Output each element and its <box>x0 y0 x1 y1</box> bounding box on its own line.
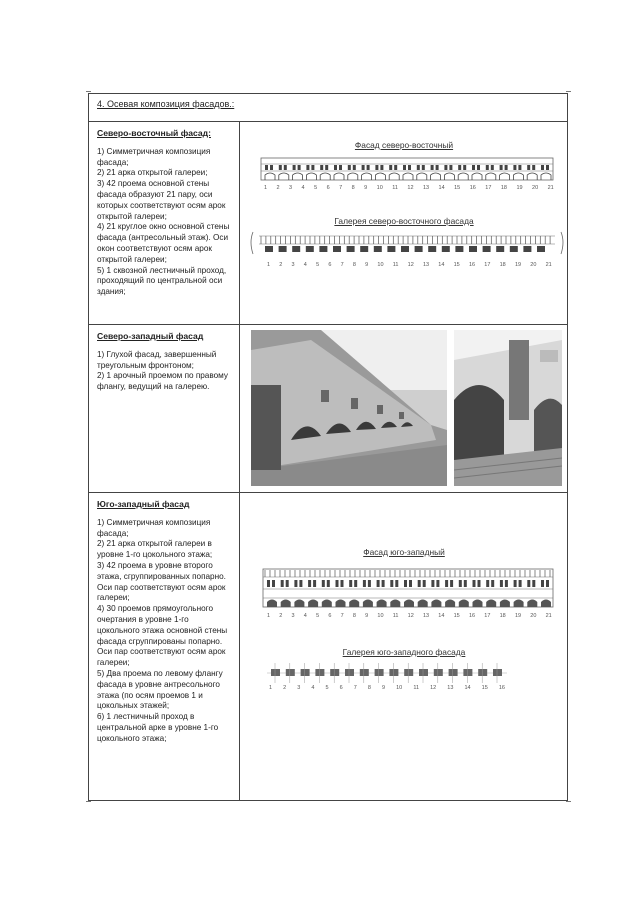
axis-numbers <box>267 613 552 619</box>
arch-mark <box>403 173 413 180</box>
axis-number: 5 <box>325 685 329 691</box>
arch-mark <box>449 669 458 676</box>
arch-mark <box>360 669 369 676</box>
window-mark <box>380 165 383 170</box>
window-mark <box>270 165 273 170</box>
axis-number: 15 <box>453 613 460 619</box>
arch-mark <box>444 173 454 180</box>
axis-number: 3 <box>289 185 293 191</box>
axis-numbers <box>267 262 552 268</box>
axis-number: 8 <box>352 262 356 268</box>
window-mark <box>354 580 357 587</box>
window-mark <box>491 580 494 587</box>
arch-mark <box>281 600 291 608</box>
southwest-description <box>97 499 232 745</box>
axis-number: 2 <box>276 185 280 191</box>
axis-number: 14 <box>438 185 445 191</box>
window-mark <box>445 580 448 587</box>
arch-mark <box>404 669 413 676</box>
axis-number: 13 <box>422 262 430 268</box>
arch-mark <box>306 246 314 252</box>
window-mark <box>417 165 420 170</box>
arch-mark <box>387 246 395 252</box>
axis-number: 3 <box>291 262 295 268</box>
window-mark <box>423 580 426 587</box>
axis-number: 10 <box>377 613 384 619</box>
arch-mark <box>349 600 359 608</box>
axis-number: 6 <box>328 613 332 619</box>
arch-mark <box>458 173 468 180</box>
arch-mark <box>541 600 551 608</box>
axis-number: 10 <box>377 262 384 268</box>
axis-number: 4 <box>303 613 307 619</box>
axis-number: 4 <box>301 185 305 191</box>
window-mark <box>519 580 522 587</box>
arch-mark <box>292 246 300 252</box>
axis-number: 2 <box>279 613 283 619</box>
axis-number: 7 <box>340 613 344 619</box>
window-mark <box>409 580 412 587</box>
window-mark <box>418 580 421 587</box>
arch-mark <box>333 246 341 252</box>
axis-number: 20 <box>532 185 539 191</box>
arch-mark <box>279 246 287 252</box>
arch-mark <box>513 173 523 180</box>
northwest-title: Северо-западный фасад <box>97 331 204 341</box>
arch-mark <box>500 600 510 608</box>
window-mark <box>527 165 530 170</box>
window-mark <box>486 165 489 170</box>
axis-number: 13 <box>422 613 430 619</box>
axis-number: 7 <box>340 262 344 268</box>
arch-mark <box>362 173 372 180</box>
axis-number: 14 <box>438 262 445 268</box>
arch-mark <box>419 669 428 676</box>
arch-mark <box>428 246 436 252</box>
arch-mark <box>431 600 441 608</box>
axis-number: 8 <box>367 685 371 691</box>
window-mark <box>444 165 447 170</box>
arch-mark <box>306 173 316 180</box>
arch-mark <box>463 669 472 676</box>
window-mark <box>436 165 439 170</box>
window-mark <box>294 580 297 587</box>
axis-number: 6 <box>339 685 343 691</box>
window-mark <box>458 165 461 170</box>
axis-number: 11 <box>392 185 398 191</box>
row-southwest <box>89 493 567 800</box>
list-item: 3) 42 проема в уровне второго этажа, сгруппированных попарно. Оси пар соответствуют осям арок галереи; <box>97 560 226 603</box>
window-mark <box>436 580 439 587</box>
axis-number: 19 <box>514 262 522 268</box>
arch-mark <box>279 173 289 180</box>
window-mark <box>450 580 453 587</box>
axis-number: 6 <box>328 262 332 268</box>
window-mark <box>363 580 366 587</box>
arch-mark <box>348 173 358 180</box>
axis-number: 7 <box>353 685 357 691</box>
arch-mark <box>363 600 373 608</box>
list-item: 3) 42 проема основной стены фасада образуют 21 пару, оси которых соответствуют осям арок открытой галереи; <box>97 179 226 221</box>
axis-number: 17 <box>485 185 492 191</box>
window-mark <box>320 165 323 170</box>
axis-number: 11 <box>392 262 399 268</box>
axis-number: 8 <box>352 613 356 619</box>
window-mark <box>353 165 356 170</box>
axis-number: 5 <box>316 262 320 268</box>
list-item: 5) Два проема по левому флангу фасада в уровне антресольного этажа (по осям проемов 1 и цокольных этажей; <box>97 668 223 711</box>
northeast-gallery-drawing <box>249 230 565 260</box>
window-mark <box>464 580 467 587</box>
northeast-facade-drawing <box>257 156 557 186</box>
northeast-title: Северо-восточный фасад: <box>97 128 211 138</box>
window-mark <box>339 165 342 170</box>
window-mark <box>449 165 452 170</box>
row-northwest <box>89 325 567 493</box>
arch-mark <box>320 173 330 180</box>
axis-number: 5 <box>316 613 320 619</box>
arch-mark <box>294 600 304 608</box>
arch-mark <box>415 246 423 252</box>
window-mark <box>298 165 301 170</box>
window-mark <box>491 165 494 170</box>
window-mark <box>394 165 397 170</box>
arch-mark <box>271 669 280 676</box>
arch-mark <box>301 669 310 676</box>
axis-number: 16 <box>468 262 476 268</box>
window-mark <box>293 165 296 170</box>
arch-mark <box>469 246 477 252</box>
arch-mark <box>345 669 354 676</box>
arch-mark <box>510 246 518 252</box>
axis-number: 16 <box>468 613 476 619</box>
arch-mark <box>431 173 441 180</box>
window-mark <box>463 165 466 170</box>
axis-number: 1 <box>267 613 271 619</box>
list-item: 6) 1 лестничный проход в центральной арке в уровне 1-го цокольного этажа; <box>97 712 219 743</box>
arch-mark <box>308 600 318 608</box>
window-mark <box>546 165 549 170</box>
arch-mark <box>472 173 482 180</box>
axis-number: 18 <box>500 185 507 191</box>
arch-mark <box>486 600 496 608</box>
window-mark <box>341 580 344 587</box>
arch-mark <box>493 669 502 676</box>
window-mark <box>334 165 337 170</box>
axis-number: 15 <box>453 262 460 268</box>
arch-mark <box>527 173 537 180</box>
row-northeast <box>89 122 567 325</box>
arch-mark <box>347 246 355 252</box>
window-mark <box>431 580 434 587</box>
window-mark <box>349 580 352 587</box>
window-mark <box>286 580 289 587</box>
window-mark <box>486 580 489 587</box>
corner-mark <box>566 91 571 92</box>
corner-mark <box>86 91 91 92</box>
window-mark <box>325 165 328 170</box>
axis-number: 19 <box>516 185 523 191</box>
arch-mark <box>417 173 427 180</box>
axis-number: 15 <box>454 185 461 191</box>
window-mark <box>395 580 398 587</box>
arch-mark <box>455 246 463 252</box>
window-mark <box>311 165 314 170</box>
window-mark <box>272 580 275 587</box>
section-title: 4. Осевая композиция фасадов.: <box>97 99 235 109</box>
window-mark <box>265 165 268 170</box>
arch-mark <box>537 246 545 252</box>
window-mark <box>477 165 480 170</box>
arch-mark <box>404 600 414 608</box>
northwest-photo-gallery <box>251 330 447 486</box>
axis-number: 12 <box>407 262 414 268</box>
axis-number: 19 <box>514 613 522 619</box>
axis-number: 1 <box>267 262 271 268</box>
arch-mark <box>483 246 491 252</box>
caption-northeast-gallery: Галерея северо-восточного фасада <box>334 216 474 226</box>
list-item: 1) Глухой фасад, завершенный треугольным фронтоном; <box>97 349 217 370</box>
caption-northeast-facade: Фасад северо-восточный <box>354 140 454 150</box>
arch-mark <box>473 600 483 608</box>
window-mark <box>368 580 371 587</box>
arch-mark <box>319 246 327 252</box>
window-mark <box>541 165 544 170</box>
arch-mark <box>315 669 324 676</box>
axis-number: 14 <box>438 613 445 619</box>
axis-number: 13 <box>422 185 430 191</box>
list-item: 2) 21 арка открытой галереи; <box>97 168 208 178</box>
arch-mark <box>265 173 275 180</box>
axis-number: 3 <box>297 685 301 691</box>
window-mark <box>472 165 475 170</box>
axis-number: 13 <box>447 685 454 691</box>
list-item: 4) 30 проемов прямоугольного очертания в уровне 1-го цокольного этажа основной стены фасада сгруппированы попарно. Оси пар соответствуют осям арок галереи; <box>97 604 228 668</box>
window-mark <box>500 580 503 587</box>
window-mark <box>390 580 393 587</box>
arch-mark <box>496 246 504 252</box>
axis-number: 18 <box>499 613 506 619</box>
arch-mark <box>478 669 487 676</box>
arch-mark <box>322 600 332 608</box>
window-mark <box>541 580 544 587</box>
arch-mark <box>390 600 400 608</box>
axis-number: 10 <box>376 185 383 191</box>
window-mark <box>313 580 316 587</box>
list-item: 1) Симметричная композиция фасада; <box>97 517 211 538</box>
arch-mark <box>541 173 551 180</box>
list-item: 2) 21 арка открытой галереи в уровне 1-го цокольного этажа; <box>97 539 213 560</box>
window-mark <box>284 165 287 170</box>
list-item: 5) 1 сквозной лестничный проход, проходящий по центральной оси здания; <box>97 265 227 297</box>
window-mark <box>348 165 351 170</box>
axis-number: 16 <box>469 185 476 191</box>
axis-number: 10 <box>396 685 403 691</box>
northwest-photo-arch <box>454 330 562 486</box>
arch-mark <box>401 246 409 252</box>
facade-table <box>88 93 568 801</box>
axis-number: 21 <box>545 262 552 268</box>
arch-mark <box>334 173 344 180</box>
arch-mark <box>293 173 303 180</box>
arch-mark <box>418 600 428 608</box>
southwest-facade-drawing <box>261 565 556 613</box>
axis-number: 11 <box>413 685 420 691</box>
window-mark <box>362 165 365 170</box>
axis-number: 20 <box>530 613 537 619</box>
arch-mark <box>265 246 273 252</box>
window-mark <box>375 165 378 170</box>
window-mark <box>267 580 270 587</box>
arch-mark <box>267 600 277 608</box>
table-header <box>89 94 567 122</box>
axis-number: 6 <box>326 185 330 191</box>
axis-number: 1 <box>264 185 268 191</box>
arch-mark <box>445 600 455 608</box>
northeast-description <box>97 128 232 298</box>
window-mark <box>336 580 339 587</box>
axis-number: 9 <box>365 613 369 619</box>
arch-mark <box>442 246 450 252</box>
axis-number: 2 <box>279 262 283 268</box>
southwest-title: Юго-западный фасад <box>97 499 190 509</box>
window-mark <box>478 580 481 587</box>
window-mark <box>322 580 325 587</box>
axis-number: 2 <box>283 685 287 691</box>
axis-number: 18 <box>499 262 506 268</box>
caption-southwest-gallery: Галерея юго-западного фасада <box>342 647 466 657</box>
axis-number: 17 <box>484 613 491 619</box>
axis-number: 9 <box>364 185 368 191</box>
window-mark <box>505 165 508 170</box>
axis-number: 12 <box>407 185 414 191</box>
window-mark <box>532 165 535 170</box>
window-mark <box>281 580 284 587</box>
window-mark <box>382 580 385 587</box>
axis-number: 14 <box>464 685 471 691</box>
axis-number: 5 <box>314 185 318 191</box>
axis-numbers <box>264 185 554 191</box>
arch-mark <box>374 246 382 252</box>
axis-number: 3 <box>291 613 295 619</box>
arch-mark <box>389 173 399 180</box>
corner-mark <box>566 801 571 802</box>
axis-numbers <box>269 685 505 691</box>
corner-mark <box>86 801 91 802</box>
window-mark <box>546 580 549 587</box>
window-mark <box>505 580 508 587</box>
arch-mark <box>523 246 531 252</box>
arch-mark <box>375 669 384 676</box>
axis-number: 9 <box>365 262 369 268</box>
window-mark <box>514 580 517 587</box>
window-mark <box>306 165 309 170</box>
window-mark <box>473 580 476 587</box>
axis-number: 4 <box>311 685 315 691</box>
window-mark <box>403 165 406 170</box>
northwest-description <box>97 331 232 393</box>
window-mark <box>500 165 503 170</box>
list-item: 4) 21 круглое окно основной стены фасада (антресольный этаж). Оси окон соответствуют осям арок открытой галереи; <box>97 222 230 264</box>
axis-number: 12 <box>430 685 437 691</box>
window-mark <box>308 580 311 587</box>
arch-mark <box>486 173 496 180</box>
window-mark <box>389 165 392 170</box>
list-item: 1) Симметричная композиция фасада; <box>97 146 211 167</box>
window-mark <box>327 580 330 587</box>
window-mark <box>513 165 516 170</box>
window-mark <box>367 165 370 170</box>
axis-number: 17 <box>484 262 491 268</box>
window-mark <box>518 165 521 170</box>
axis-number: 4 <box>303 262 307 268</box>
axis-number: 11 <box>392 613 399 619</box>
window-mark <box>422 165 425 170</box>
arch-mark <box>459 600 469 608</box>
axis-number: 15 <box>481 685 488 691</box>
window-mark <box>459 580 462 587</box>
window-mark <box>404 580 407 587</box>
arch-mark <box>500 173 510 180</box>
axis-number: 12 <box>407 613 414 619</box>
arch-mark <box>336 600 346 608</box>
arch-mark <box>434 669 443 676</box>
axis-number: 8 <box>351 185 355 191</box>
window-mark <box>279 165 282 170</box>
arch-mark <box>286 669 295 676</box>
axis-number: 20 <box>530 262 537 268</box>
caption-southwest-facade: Фасад юго-западный <box>363 547 445 557</box>
list-item: 2) 1 арочный проемом по правому флангу, ведущий на галерею. <box>97 371 228 392</box>
arch-mark <box>389 669 398 676</box>
axis-number: 1 <box>269 685 273 691</box>
axis-number: 21 <box>547 185 554 191</box>
window-mark <box>408 165 411 170</box>
window-mark <box>299 580 302 587</box>
axis-number: 9 <box>382 685 386 691</box>
window-mark <box>377 580 380 587</box>
arch-mark <box>514 600 524 608</box>
arch-mark <box>360 246 368 252</box>
axis-number: 7 <box>339 185 343 191</box>
window-mark <box>527 580 530 587</box>
window-mark <box>431 165 434 170</box>
arch-mark <box>377 600 387 608</box>
arch-mark <box>330 669 339 676</box>
arch-mark <box>375 173 385 180</box>
window-mark <box>532 580 535 587</box>
axis-number: 16 <box>498 685 505 691</box>
arch-mark <box>527 600 537 608</box>
axis-number: 21 <box>545 613 552 619</box>
southwest-gallery-drawing <box>267 661 507 685</box>
